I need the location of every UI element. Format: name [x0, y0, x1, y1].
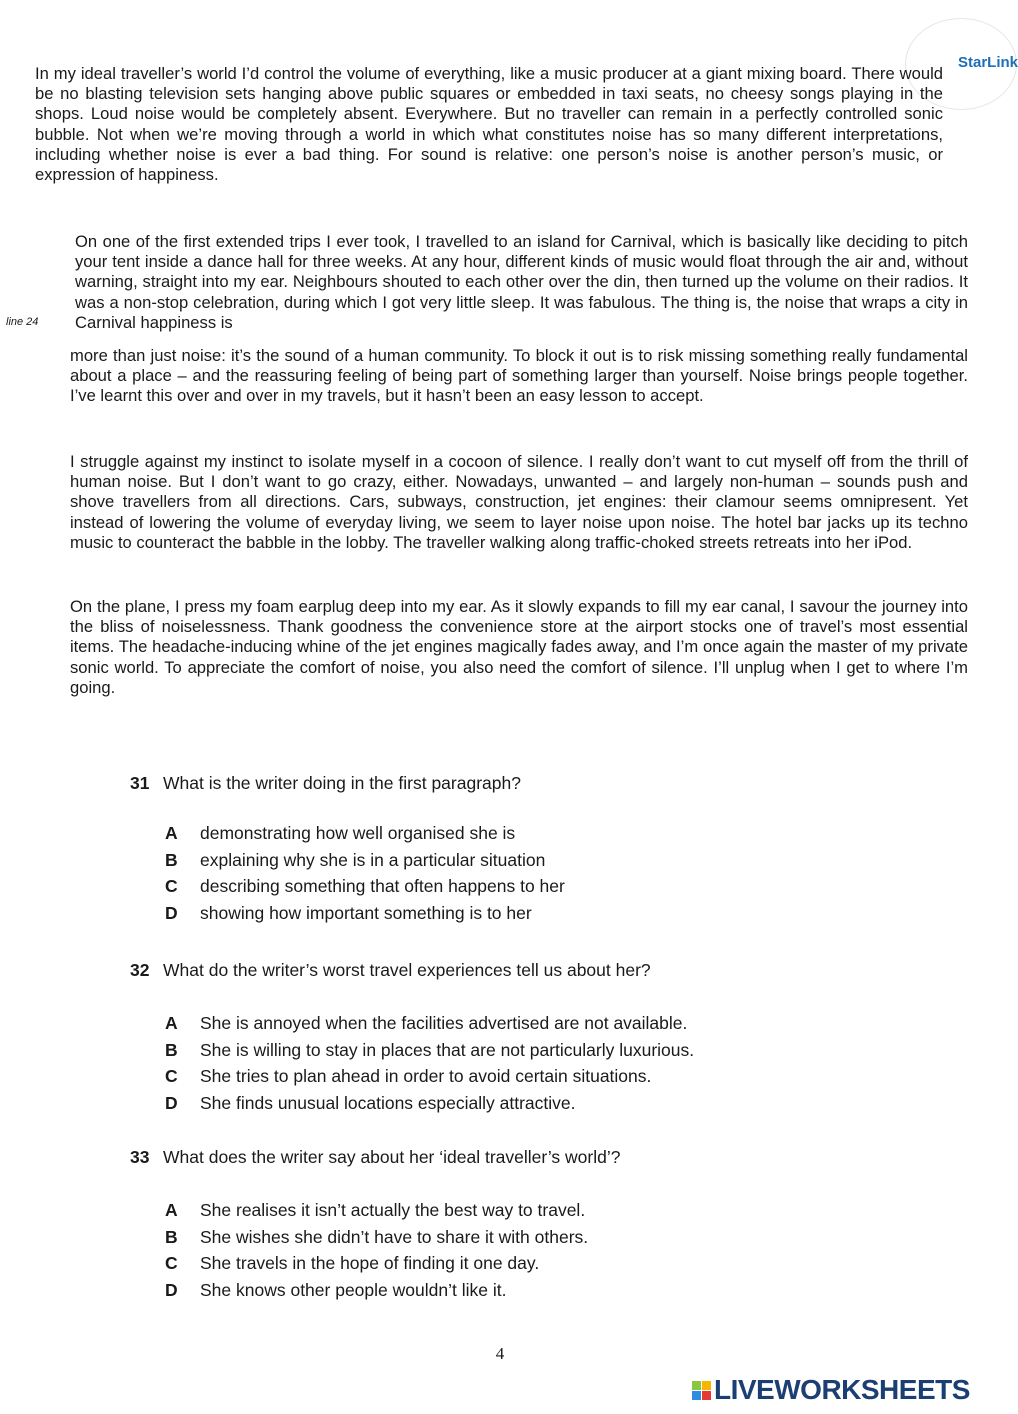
option-text: She realises it isn’t actually the best way to travel.	[200, 1200, 586, 1220]
option-letter: C	[165, 876, 178, 897]
option-text: She travels in the hope of finding it one day.	[200, 1253, 540, 1274]
answer-option-d[interactable]	[165, 1093, 694, 1120]
page-number: 4	[495, 1344, 505, 1363]
option-letter: D	[165, 1093, 178, 1114]
option-letter: B	[165, 849, 178, 870]
question-32	[130, 960, 694, 1120]
answer-option-a[interactable]	[165, 1200, 621, 1227]
passage-paragraph-1: In my ideal traveller’s world I’d control the volume of everything, like a music producer at a giant mixing board. There would be no blasting television sets hanging above public squares or embedded in taxi seats, no cheesy songs playing in the shops. Loud noise would be completely absent. Everywhere. But no traveller can remain in a perfectly controlled sonic bubble. Not when we’re moving through a world in which what constitutes noise has so many different interpretations, including whether noise is ever a bad thing. For sound is relative: one person’s noise is another person’s music, or expression of happiness.	[35, 64, 943, 185]
passage-paragraph-5: On the plane, I press my foam earplug deep into my ear. As it slowly expands to fill my ear canal, I savour the journey into the bliss of noiselessness. Thank goodness the convenience store at the airport stocks one of travel’s most essential items. The headache-inducing whine of the jet engines magically fades away, and I’m once again the master of my private sonic world. To appreciate the comfort of noise, you also need the comfort of silence. I’ll unplug when I get to where I’m going.	[70, 597, 968, 697]
option-text: explaining why she is in a particular situation	[200, 849, 546, 870]
answer-option-d[interactable]	[165, 1280, 621, 1307]
question-number: 31	[130, 773, 150, 793]
answer-option-b[interactable]	[165, 1040, 694, 1067]
passage-paragraph-3: more than just noise: it’s the sound of a human community. To block it out is to risk missing something really fundamental about a place – and the reassuring feeling of being part of something larger than yourself. Noise brings people together. I’ve learnt this over and over in my travels, but it hasn’t been an easy lesson to accept.	[70, 346, 968, 406]
option-text: She is willing to stay in places that are not particularly luxurious.	[200, 1039, 695, 1060]
question-text: What do the writer’s worst travel experiences tell us about her?	[163, 960, 651, 980]
answer-option-c[interactable]	[165, 1253, 621, 1280]
option-letter: A	[165, 1200, 178, 1220]
question-33	[130, 1147, 621, 1307]
passage-paragraph-2: On one of the first extended trips I ever took, I travelled to an island for Carnival, which is basically like deciding to pitch your tent inside a dance hall for three weeks. At any hour, different kinds of music would float through the air and, without warning, straight into my ear. Neighbours shouted to each other over the din, then turned up the volume on their radios. It was a non-stop celebration, during which I got very little sleep. It was fabulous. The thing is, the noise that wraps a city in Carnival happiness is	[75, 232, 968, 332]
question-number: 33	[130, 1147, 150, 1167]
answer-option-b[interactable]	[165, 1227, 621, 1254]
option-text: demonstrating how well organised she is	[200, 823, 516, 843]
option-text: She wishes she didn’t have to share it with others.	[200, 1226, 589, 1247]
answer-option-c[interactable]	[165, 876, 565, 903]
option-text: showing how important something is to her	[200, 903, 532, 924]
question-text: What does the writer say about her ‘ideal traveller’s world’?	[163, 1147, 621, 1167]
option-letter: C	[165, 1253, 178, 1274]
liveworksheets-logo	[692, 1374, 970, 1406]
question-text: What is the writer doing in the first paragraph?	[163, 773, 521, 793]
option-letter: A	[165, 823, 178, 843]
option-letter: A	[165, 1013, 178, 1033]
answer-option-c[interactable]	[165, 1066, 694, 1093]
option-text: She tries to plan ahead in order to avoid certain situations.	[200, 1066, 652, 1087]
passage-paragraph-4: I struggle against my instinct to isolate myself in a cocoon of silence. I really don’t want to cut myself off from the thrill of human noise. But I don’t want to go crazy, either. Nowadays, unwanted – and largely non-human – sounds push and shove travellers from all directions. Cars, subways, construction, jet engines: their clamour seems omnipresent. Yet instead of lowering the volume of everyday living, we seem to layer noise upon noise. The hotel bar jacks up its techno music to counteract the babble in the lobby. The traveller walking along traffic-choked streets retreats into her iPod.	[70, 452, 968, 552]
question-stem	[130, 960, 694, 1013]
question-stem	[130, 1147, 621, 1200]
option-letter: D	[165, 1280, 178, 1301]
option-letter: B	[165, 1039, 178, 1060]
option-text: describing something that often happens to her	[200, 876, 565, 897]
starlink-logo-text: StarLink	[958, 54, 1018, 71]
liveworksheets-logo-text: LIVEWORKSHEETS	[714, 1374, 970, 1405]
answer-option-d[interactable]	[165, 903, 565, 930]
option-letter: C	[165, 1066, 178, 1087]
live-tiles-icon	[692, 1381, 711, 1400]
option-letter: B	[165, 1226, 178, 1247]
option-letter: D	[165, 903, 178, 924]
answer-option-b[interactable]	[165, 850, 565, 877]
question-stem	[130, 773, 565, 823]
option-text: She is annoyed when the facilities advertised are not available.	[200, 1013, 688, 1033]
line-number-label: line 24	[6, 316, 39, 328]
question-31	[130, 773, 565, 930]
option-text: She knows other people wouldn’t like it.	[200, 1280, 507, 1301]
option-text: She finds unusual locations especially attractive.	[200, 1093, 576, 1114]
question-number: 32	[130, 960, 150, 980]
answer-option-a[interactable]	[165, 823, 565, 850]
answer-option-a[interactable]	[165, 1013, 694, 1040]
